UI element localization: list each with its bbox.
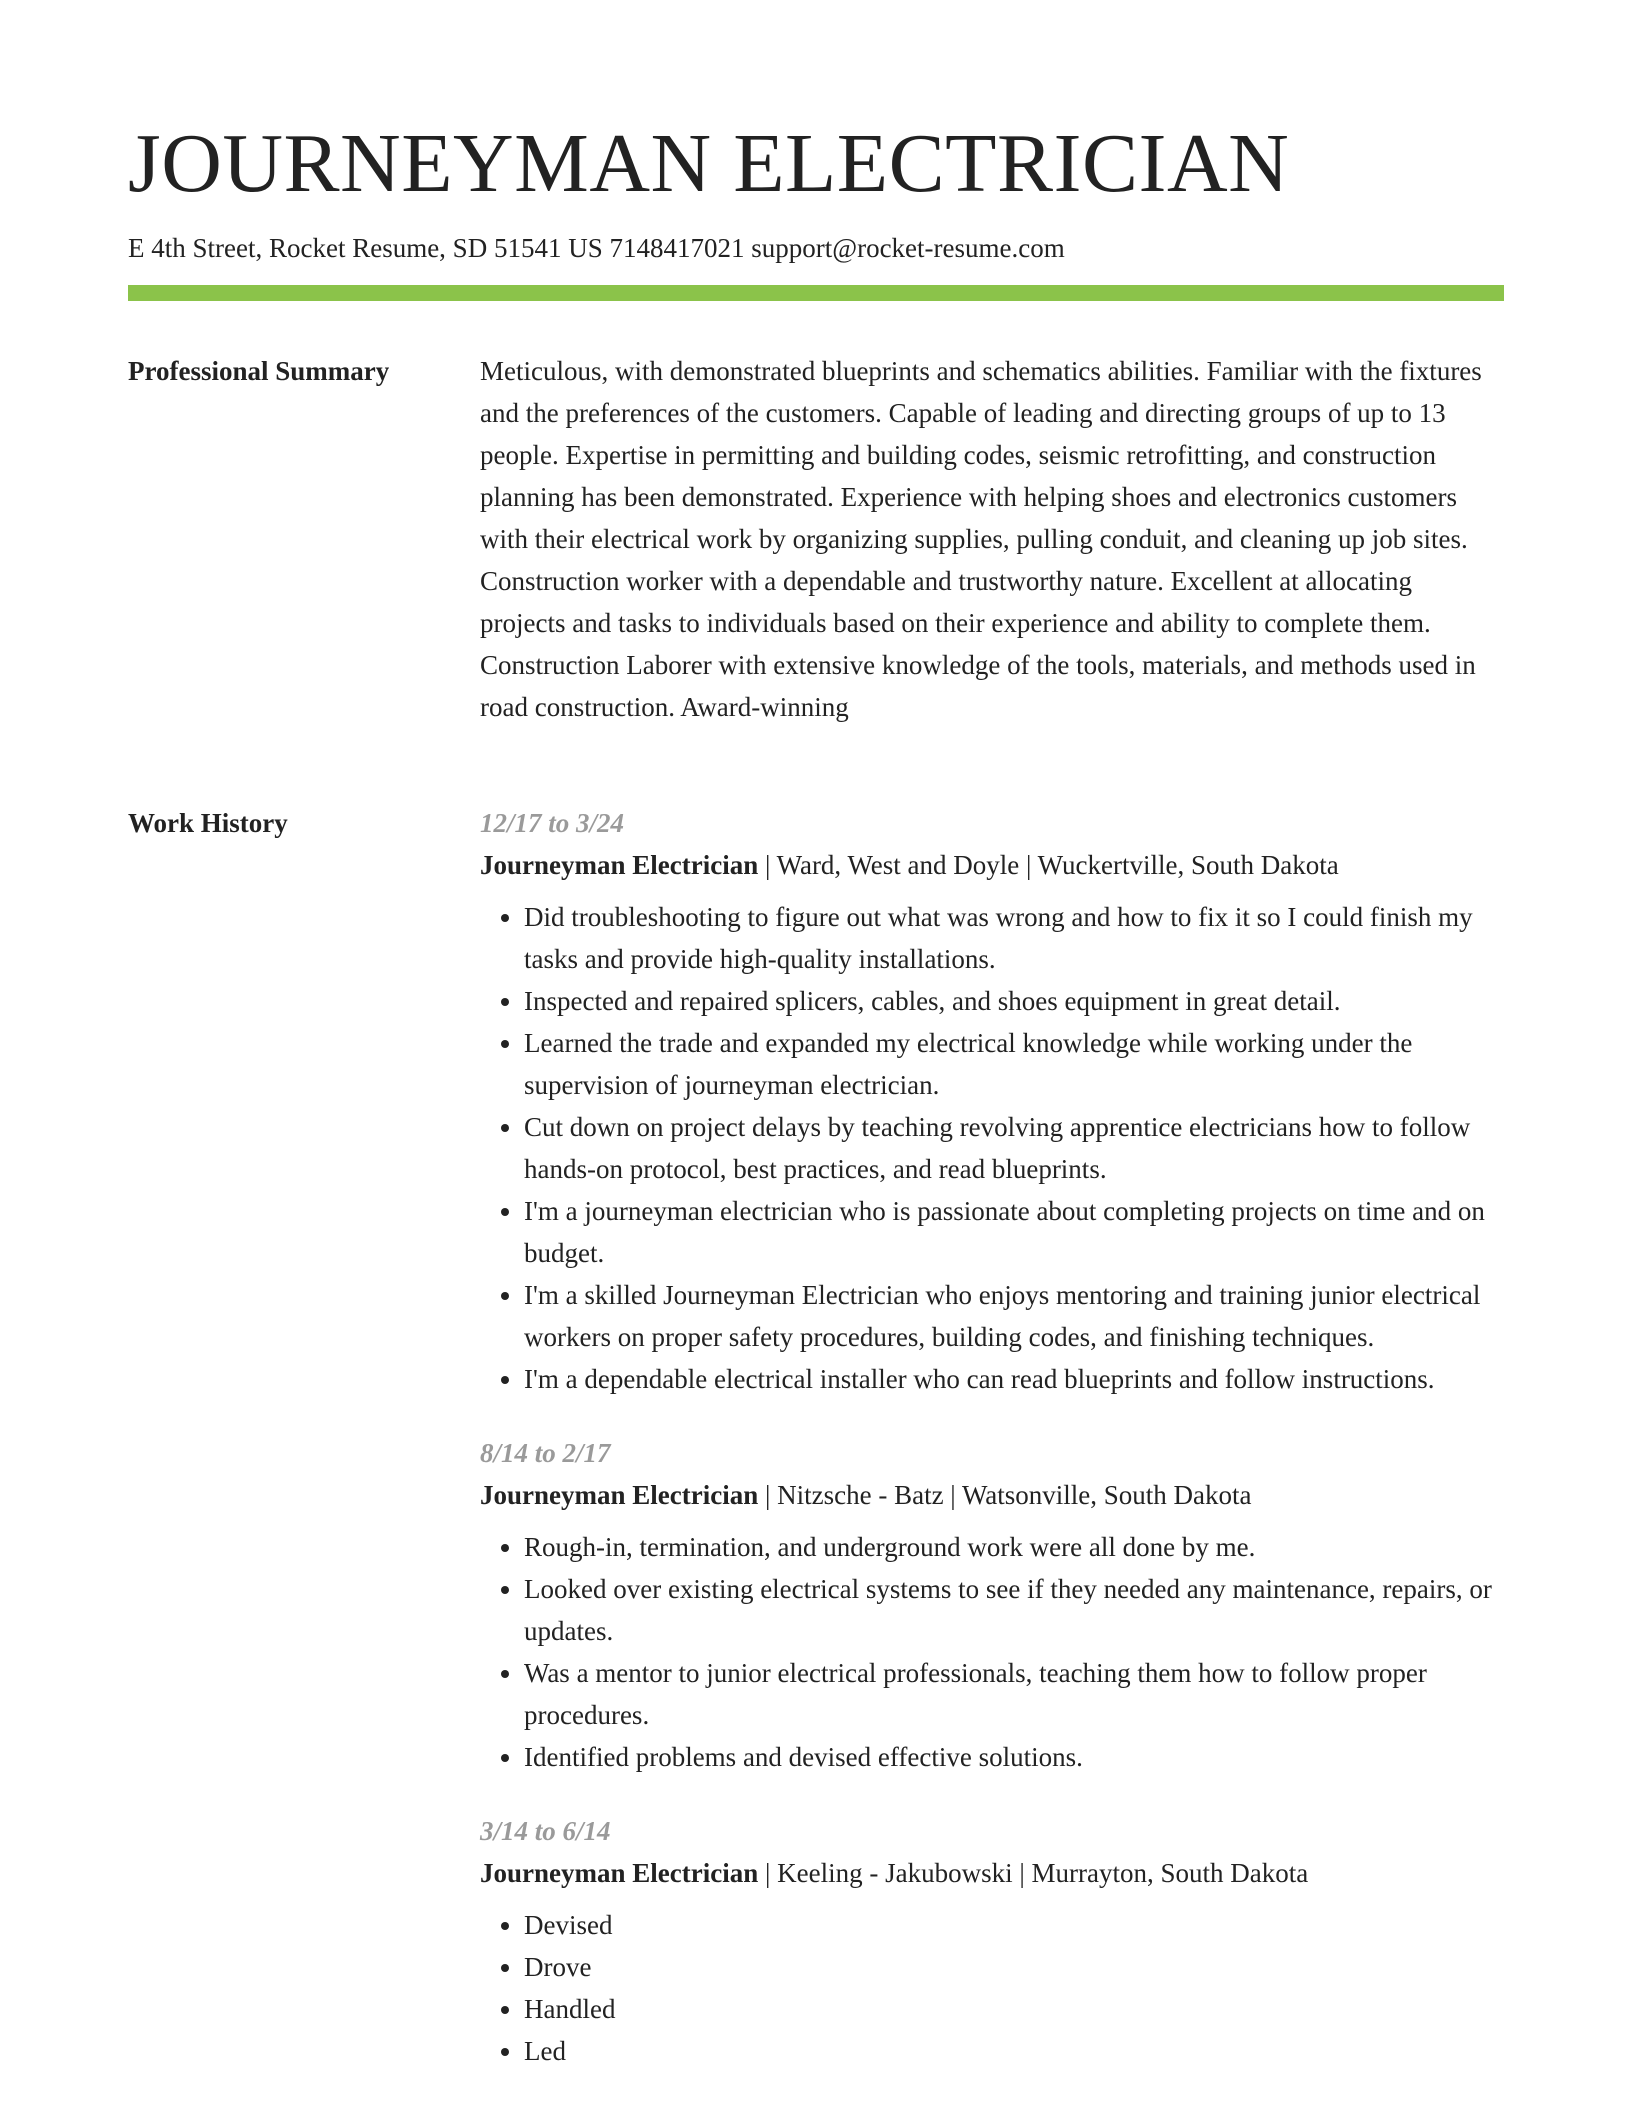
- job-dates: 3/14 to 6/14: [480, 1816, 611, 1846]
- job-entry: [480, 1810, 1504, 2072]
- job-bullet-list: [480, 1526, 1504, 1778]
- job-bullet: • Rough-in, termination, and underground work were all done by me.: [524, 1526, 1504, 1568]
- job-bullet: • I'm a skilled Journeyman Electrician who enjoys mentoring and training junior electrical workers on proper safety procedures, building codes, and finishing techniques.: [524, 1274, 1504, 1358]
- contact-line: E 4th Street, Rocket Resume, SD 51541 US 7148417021 support@rocket-resume.com: [128, 233, 1065, 263]
- job-entry: [480, 1432, 1504, 1778]
- job-bullet: • I'm a journeyman electrician who is passionate about completing projects on time and on budget.: [524, 1190, 1504, 1274]
- job-bullet: • Did troubleshooting to figure out what was wrong and how to fix it so I could finish my tasks and provide high-quality installations.: [524, 896, 1504, 980]
- job-bullet: • Looked over existing electrical systems to see if they needed any maintenance, repairs, or updates.: [524, 1568, 1504, 1652]
- job-role: Journeyman Electrician: [480, 850, 759, 880]
- job-bullet: • Identified problems and devised effective solutions.: [524, 1736, 1504, 1778]
- job-bullet: • Learned the trade and expanded my electrical knowledge while working under the supervision of journeyman electrician.: [524, 1022, 1504, 1106]
- summary-text: Meticulous, with demonstrated blueprints and schematics abilities. Familiar with the fixtures and the preferences of the customers. Capable of leading and directing groups of up to 13 people. Expertise in permitting and building codes, seismic retrofitting, and construction planning has been demonstrated. Experience with helping shoes and electronics customers with their electrical work by organizing supplies, pulling conduit, and cleaning up job sites. Construction worker with a dependable and trustworthy nature. Excellent at allocating projects and tasks to individuals based on their experience and ability to complete them. Construction Laborer with extensive knowledge of the tools, materials, and methods used in road construction. Award-winning: [480, 356, 1482, 722]
- job-role: Journeyman Electrician: [480, 1480, 759, 1510]
- job-employer-location: | Keeling - Jakubowski | Murrayton, South Dakota: [758, 1858, 1309, 1888]
- summary-label: Professional Summary: [128, 356, 390, 386]
- summary-section: [480, 350, 1504, 728]
- job-bullet-list: [480, 896, 1504, 1400]
- work-history-label: Work History: [128, 808, 288, 838]
- job-bullet: • Was a mentor to junior electrical professionals, teaching them how to follow proper procedures.: [524, 1652, 1504, 1736]
- job-bullet: • Cut down on project delays by teaching revolving apprentice electricians how to follow hands-on protocol, best practices, and read blueprints.: [524, 1106, 1504, 1190]
- accent-divider: [128, 285, 1504, 301]
- job-bullet: • I'm a dependable electrical installer who can read blueprints and follow instructions.: [524, 1358, 1504, 1400]
- job-bullet: • Drove: [524, 1946, 1504, 1988]
- job-dates: 8/14 to 2/17: [480, 1438, 611, 1468]
- job-employer-location: | Nitzsche - Batz | Watsonville, South Dakota: [758, 1480, 1252, 1510]
- job-role: Journeyman Electrician: [480, 1858, 759, 1888]
- job-title-line: [480, 1474, 1504, 1516]
- job-dates: 12/17 to 3/24: [480, 808, 625, 838]
- job-bullet: • Led: [524, 2030, 1504, 2072]
- job-bullet: • Inspected and repaired splicers, cables, and shoes equipment in great detail.: [524, 980, 1504, 1022]
- job-title-line: [480, 1852, 1504, 1894]
- job-bullet: • Devised: [524, 1904, 1504, 1946]
- resume-name: JOURNEYMAN ELECTRICIAN: [128, 117, 1290, 210]
- job-bullet: • Handled: [524, 1988, 1504, 2030]
- job-title-line: [480, 844, 1504, 886]
- job-entry: [480, 802, 1504, 1400]
- job-bullet-list: [480, 1904, 1504, 2072]
- job-employer-location: | Ward, West and Doyle | Wuckertville, South Dakota: [758, 850, 1339, 880]
- work-history-section: [480, 802, 1504, 2104]
